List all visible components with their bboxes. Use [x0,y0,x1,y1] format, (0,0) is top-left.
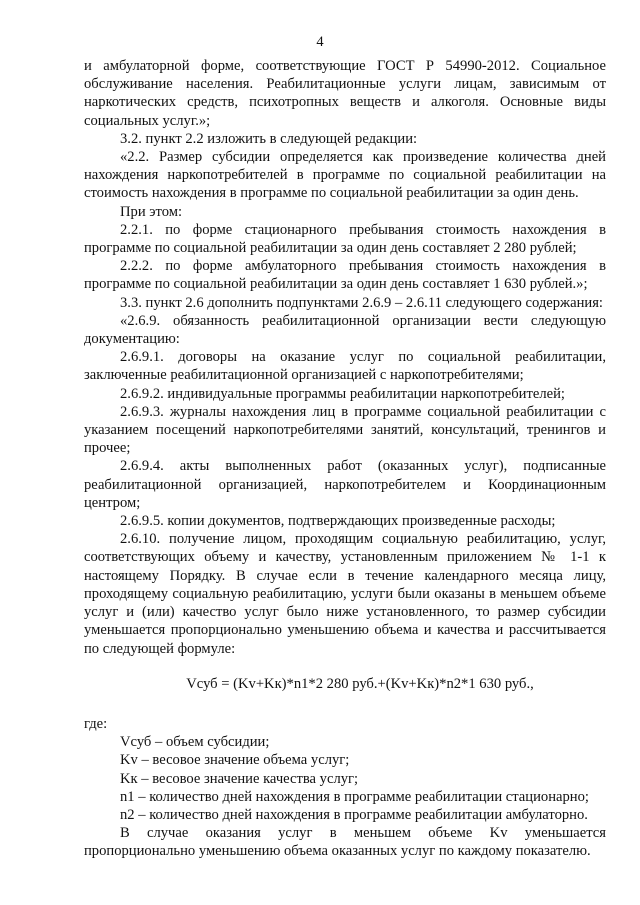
definition-n2: n2 – количество дней нахождения в программе реабилитации амбулаторно. [120,806,588,823]
paragraph-2-6-9-4: 2.6.9.4. акты выполненных работ (оказанных услуг), подписанные реабилитационной организацией, наркопотребителем и Координационным центром; [84,458,606,511]
paragraph-2-2: «2.2. Размер субсидии определяется как произведение количества дней нахождения наркопотребителей в программе по социальной реабилитации на стоимость нахождения в программе по социальной реабилитации за один день. [84,149,606,202]
paragraph-pri-etom: При этом: [120,203,183,220]
paragraph-2-2-1: 2.2.1. по форме стационарного пребывания стоимость нахождения в программе по социальной реабилитации за один день составляет 2 280 рублей; [84,221,606,257]
paragraph-2-6-9: «2.6.9. обязанность реабилитационной организации вести следующую документацию: [84,312,606,348]
subsidy-formula: Vсуб = (Kv+Kк)*n1*2 280 руб.+(Kv+Kк)*n2*1 630 руб., [186,675,534,692]
where-label: где: [84,715,108,732]
document-body [84,57,606,861]
definition-kv: Kv – весовое значение объема услуг; [120,752,350,769]
page-number: 4 [316,34,324,50]
paragraph-3-3: 3.3. пункт 2.6 дополнить подпунктами 2.6.9 – 2.6.11 следующего содержания: [120,294,603,311]
formula-definitions [84,733,606,824]
paragraph-2-6-9-2: 2.6.9.2. индивидуальные программы реабилитации наркопотребителей; [120,385,565,402]
definition-vsub: Vсуб – объем субсидии; [120,734,270,751]
paragraph-2-6-9-3: 2.6.9.3. журналы нахождения лиц в программе социальной реабилитации с указанием посещений наркопотребителями занятий, консультаций, тренингов и прочее; [84,403,606,457]
paragraph-3-2: 3.2. пункт 2.2 изложить в следующей редакции: [120,130,418,147]
paragraph-intro: и амбулаторной форме, соответствующие ГОСТ Р 54990-2012. Социальное обслуживание населения. Реабилитационные услуги лицам, зависимым от наркотических средств, психотропных веществ и алкоголя. Основные виды социальных услуг.»; [84,58,606,129]
paragraph-2-6-9-5: 2.6.9.5. копии документов, подтверждающих произведенные расходы; [120,513,556,530]
paragraph-2-6-10: 2.6.10. получение лицом, проходящим социальную реабилитацию, услуг, соответствующих объему и качеству, установленным приложением № 1-1 к настоящему Порядку. В случае если в течение календарного месяца лицу, проходящему социальную реабилитацию, услуги были оказаны в меньшем объеме услуг и (или) качество услуг было ниже установленного, то размер субсидии уменьшается пропорционально уменьшению объема и качества и рассчитывается по следующей формуле: [84,531,606,657]
definition-kk: Kк – весовое значение качества услуг; [120,770,359,787]
paragraph-2-6-9-1: 2.6.9.1. договоры на оказание услуг по социальной реабилитации, заключенные реабилитационной организацией с наркопотребителями; [84,349,606,384]
paragraph-2-2-2: 2.2.2. по форме амбулаторного пребывания стоимость нахождения в программе по социальной реабилитации за один день составляет 1 630 рублей.»; [84,258,606,293]
definition-n1: n1 – количество дней нахождения в программе реабилитации стационарно; [120,788,589,805]
closing-paragraph: В случае оказания услуг в меньшем объеме Kv уменьшается пропорционально уменьшению объема оказанных услуг по каждому показателю. [84,825,606,860]
